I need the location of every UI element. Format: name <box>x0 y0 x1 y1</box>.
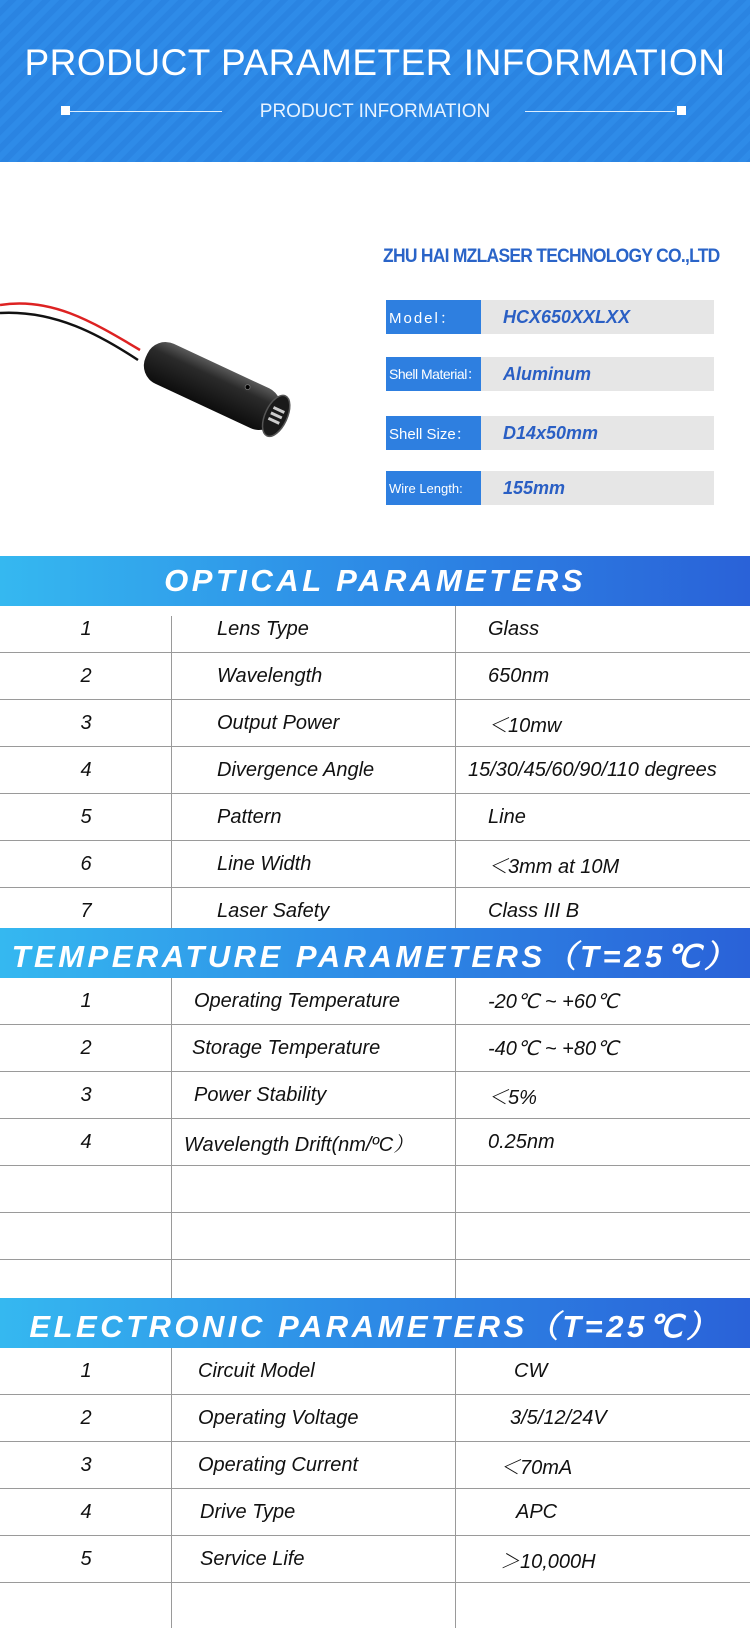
param-value: ＜10mw <box>488 714 562 737</box>
electronic-table <box>0 1348 750 1629</box>
param-name: Line Width <box>217 852 312 875</box>
row-number: 3 <box>80 1083 92 1106</box>
param-name: Output Power <box>217 711 340 734</box>
row-number: 4 <box>80 1130 92 1153</box>
param-value: ＜3mm at 10M <box>488 855 620 878</box>
table-row <box>0 1583 750 1629</box>
table-row <box>0 1489 750 1536</box>
spec-value: HCX650XXLXX <box>481 300 714 334</box>
table-row <box>0 700 750 747</box>
table-row <box>0 1536 750 1583</box>
table-row <box>0 1348 750 1395</box>
row-number: 4 <box>80 758 92 781</box>
row-number: 7 <box>80 899 92 922</box>
header-banner <box>0 0 750 162</box>
param-name: Power Stability <box>194 1083 327 1106</box>
row-number: 3 <box>80 711 92 734</box>
table-row <box>0 794 750 841</box>
table-row <box>0 1119 750 1166</box>
decor-line-right <box>525 111 675 112</box>
param-value: ＞10,000H <box>500 1550 596 1573</box>
spec-value: D14x50mm <box>481 416 714 450</box>
spec-row-model <box>386 300 714 334</box>
spec-value: Aluminum <box>481 357 714 391</box>
param-value: Glass <box>488 617 540 640</box>
param-name: Operating Temperature <box>194 989 401 1012</box>
param-name: Operating Voltage <box>198 1406 359 1429</box>
param-value: Line <box>488 805 526 828</box>
laser-module-image <box>0 285 300 465</box>
row-number: 1 <box>80 989 92 1012</box>
spec-value: 155mm <box>481 471 714 505</box>
decor-square-right <box>677 106 686 115</box>
table-row <box>0 1072 750 1119</box>
param-value: ＜70mA <box>500 1456 573 1479</box>
param-name: Circuit Model <box>198 1359 315 1382</box>
param-name: Service Life <box>200 1547 305 1570</box>
spec-row-wire-length <box>386 471 714 505</box>
param-name: Lens Type <box>217 617 309 640</box>
row-number: 2 <box>80 1406 92 1429</box>
param-value: 650nm <box>488 664 550 687</box>
param-value: -40℃ ~ +80℃ <box>488 1037 619 1060</box>
row-number: 6 <box>80 852 92 875</box>
spec-row-shell-material <box>386 357 714 391</box>
optical-table <box>0 606 750 934</box>
spec-label: Shell Material： <box>386 357 481 391</box>
section-header-temperature: TEMPERATURE PARAMETERS（T=25℃） <box>0 928 750 978</box>
param-value: Class III B <box>488 899 580 922</box>
row-number: 5 <box>80 805 92 828</box>
page-title: PRODUCT PARAMETER INFORMATION <box>24 42 726 83</box>
row-number: 3 <box>80 1453 92 1476</box>
param-value: ＜5% <box>488 1086 537 1109</box>
table-row <box>0 1442 750 1489</box>
company-name: ZHU HAI MZLASER TECHNOLOGY CO.,LTD <box>383 246 720 267</box>
param-name: Operating Current <box>198 1453 359 1476</box>
param-value: APC <box>516 1500 558 1523</box>
param-name: Wavelength <box>217 664 323 687</box>
temperature-table <box>0 978 750 1306</box>
row-number: 2 <box>80 664 92 687</box>
param-name: Divergence Angle <box>217 758 375 781</box>
param-name: Drive Type <box>200 1500 296 1523</box>
spec-label: Wire Length: <box>386 471 481 505</box>
table-row <box>0 747 750 794</box>
param-value: -20℃ ~ +60℃ <box>488 990 619 1013</box>
table-row <box>0 653 750 700</box>
row-number: 4 <box>80 1500 92 1523</box>
row-number: 1 <box>80 1359 92 1382</box>
param-name: Storage Temperature <box>192 1036 381 1059</box>
table-row <box>0 1166 750 1213</box>
table-row <box>0 606 750 653</box>
param-value: 15/30/45/60/90/110 degrees <box>468 758 717 781</box>
param-name: Pattern <box>217 805 282 828</box>
table-row <box>0 841 750 888</box>
row-number: 5 <box>80 1547 92 1570</box>
table-row <box>0 1025 750 1072</box>
param-name: Laser Safety <box>217 899 330 922</box>
table-row <box>0 1395 750 1442</box>
row-number: 2 <box>80 1036 92 1059</box>
row-number: 1 <box>80 617 92 640</box>
page-subtitle: PRODUCT INFORMATION <box>259 101 491 122</box>
param-value: 0.25nm <box>488 1130 555 1153</box>
table-row <box>0 1213 750 1260</box>
spec-label: Shell Size： <box>386 416 481 450</box>
spec-label: Model： <box>386 300 481 334</box>
section-header-optical: OPTICAL PARAMETERS <box>0 556 750 606</box>
param-name: Wavelength Drift(nm/ºC） <box>184 1133 414 1156</box>
section-header-electronic: ELECTRONIC PARAMETERS（T=25℃） <box>0 1298 750 1348</box>
spec-row-shell-size <box>386 416 714 450</box>
param-value: 3/5/12/24V <box>510 1406 607 1429</box>
param-value: CW <box>514 1359 548 1382</box>
table-row <box>0 978 750 1025</box>
